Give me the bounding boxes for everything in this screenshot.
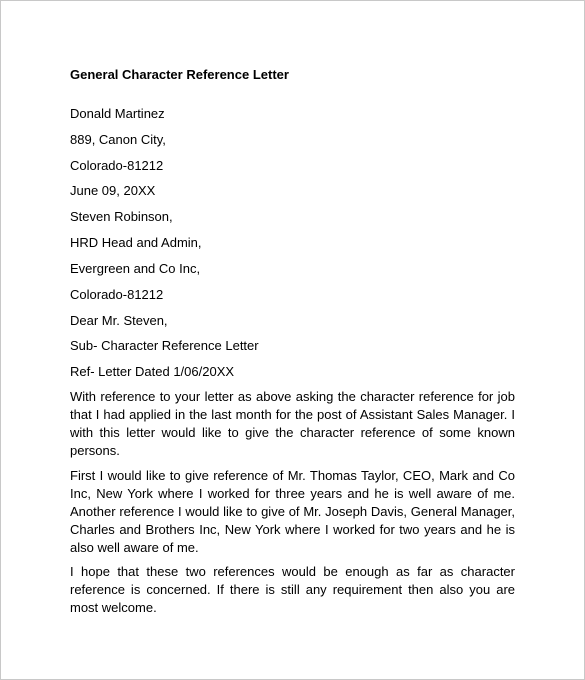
sender-street: 889, Canon City, — [70, 132, 166, 147]
reference-line: Ref- Letter Dated 1/06/20XX — [70, 364, 235, 379]
recipient-company: Evergreen and Co Inc, — [70, 261, 201, 276]
salutation: Dear Mr. Steven, — [70, 313, 168, 328]
recipient-title: HRD Head and Admin, — [70, 235, 202, 250]
sender-name: Donald Martinez — [70, 106, 165, 121]
recipient-name: Steven Robinson, — [70, 209, 173, 224]
recipient-region: Colorado-81212 — [70, 287, 164, 302]
paragraph-3: I hope that these two references would be enough as far as character reference is concerned. If there is still any requirement then also you are most welcome. — [70, 564, 515, 615]
paragraph-2: First I would like to give reference of Mr. Thomas Taylor, CEO, Mark and Co Inc, New York where I worked for three years and he is well aware of me. Another reference I would like to give of Mr. Joseph Davis, General Manager, Charles and Brothers Inc, New York where I worked for two years and he is also well aware of me. — [70, 468, 515, 555]
subject-line: Sub- Character Reference Letter — [70, 338, 259, 353]
sender-region: Colorado-81212 — [70, 158, 164, 173]
letter-title: General Character Reference Letter — [70, 67, 289, 82]
letter-date: June 09, 20XX — [70, 183, 156, 198]
paragraph-1: With reference to your letter as above asking the character reference for job that I had applied in the last month for the post of Assistant Sales Manager. I with this letter would like to give the character reference of some known persons. — [70, 389, 515, 458]
